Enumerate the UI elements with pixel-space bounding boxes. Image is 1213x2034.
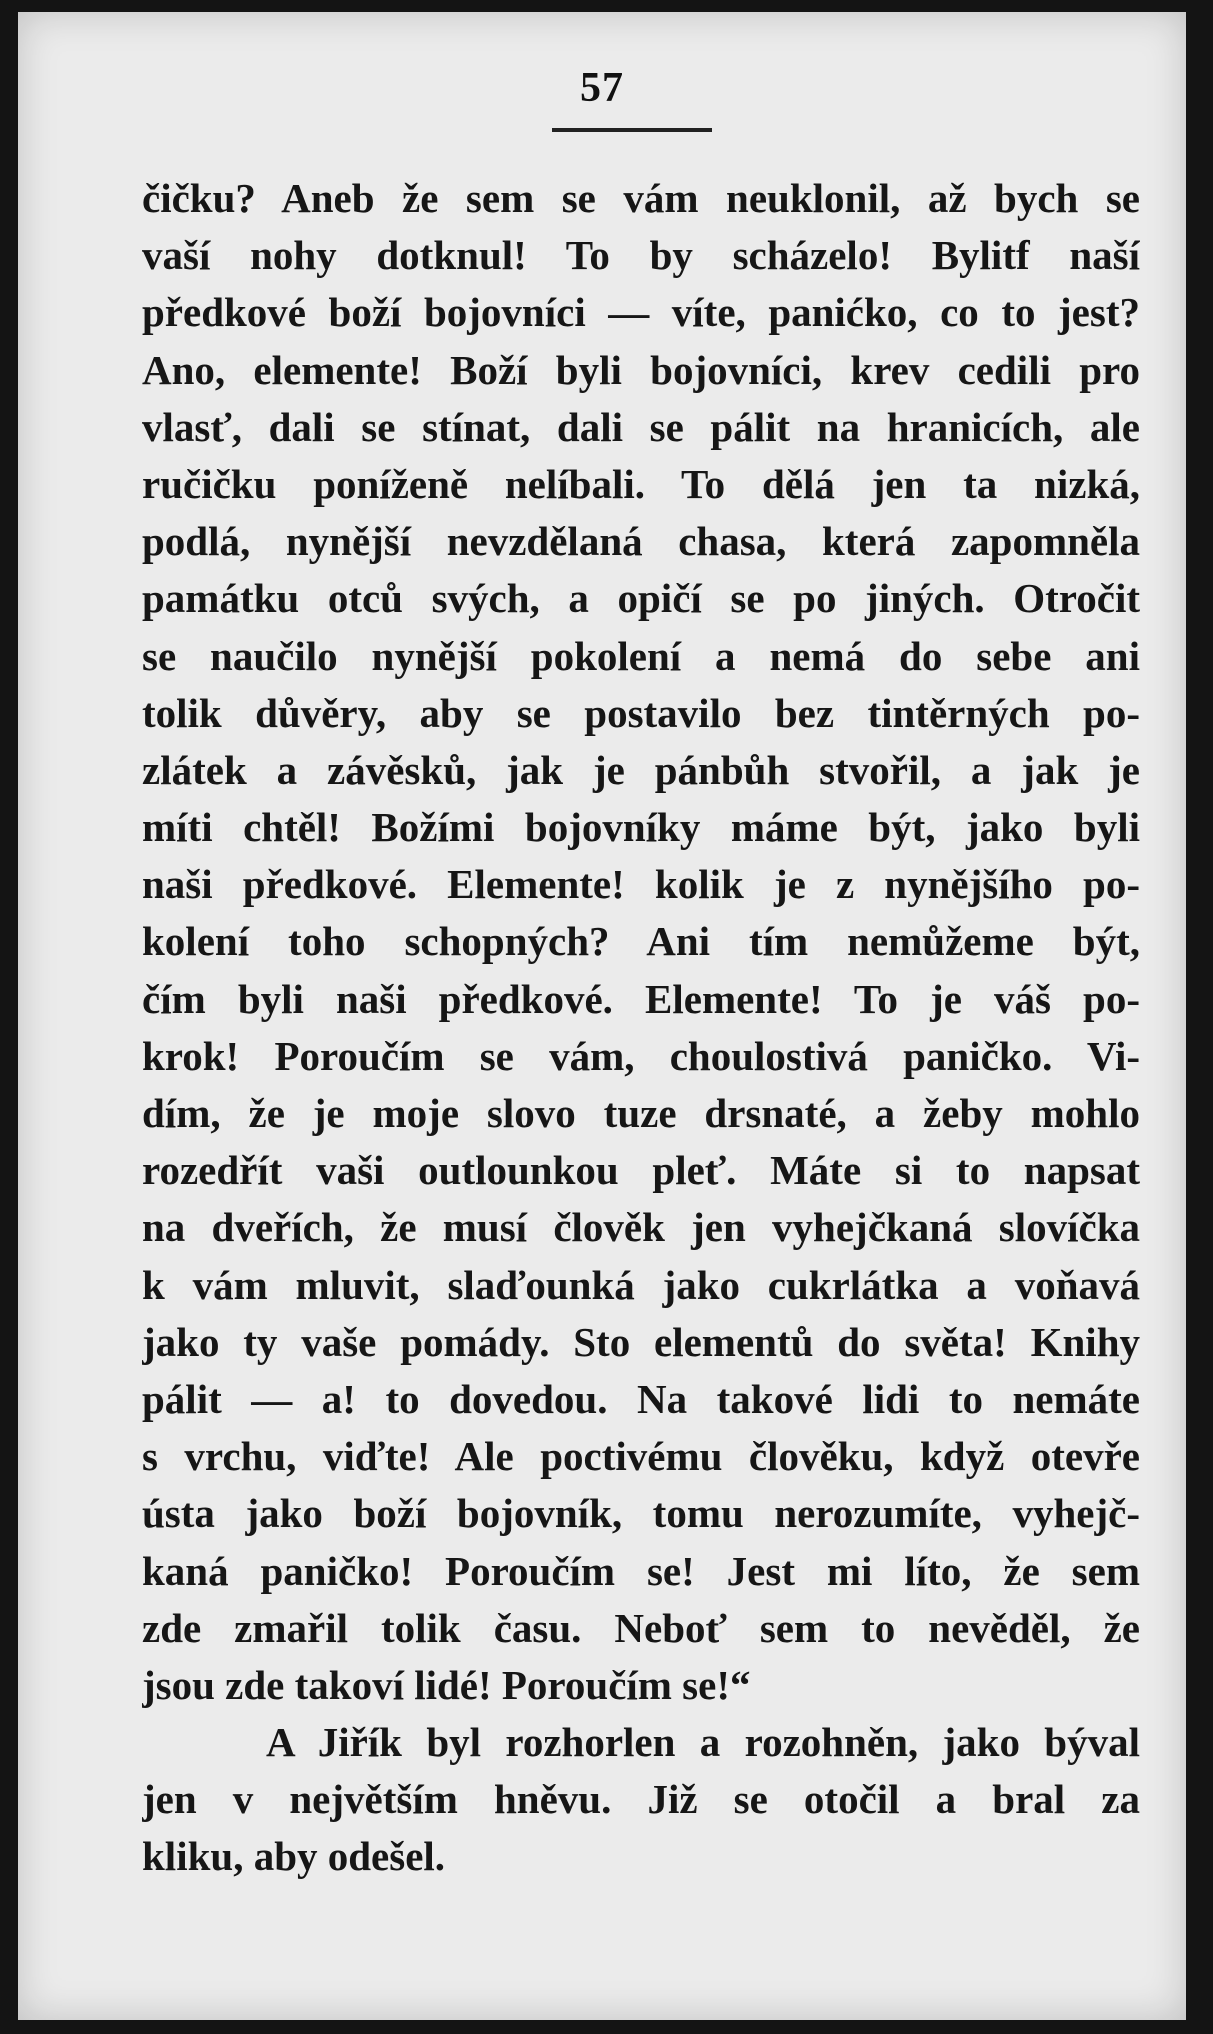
text-line: čím byli naši předkové. Elemente! To je váš po- [142,975,1140,1022]
text-line: naši předkové. Elemente! kolik je z nynějšího po- [142,861,1140,908]
page-number: 57 [580,65,624,111]
text-line: dím, že je moje slovo tuze drsnaté, a žeby mohlo [142,1090,1140,1136]
text-line: ručičku poníženě nelíbali. To dělá jen ta nizká, [142,460,1140,507]
text-line: tolik důvěry, aby se postavilo bez tintěrných po- [142,689,1140,736]
text-line: jako ty vaše pomády. Sto elementů do světa! Knihy [142,1318,1140,1365]
text-line: předkové boží bojovníci — víte, panićko, co to jest? [142,289,1140,336]
text-line: kaná paničko! Poroučím se! Jest mi líto, že sem [142,1547,1140,1594]
text-line: krok! Poroučím se vám, choulostivá paničko. Vi- [142,1032,1140,1079]
text-line: zlátek a závěsků, jak je pánbůh stvořil, a jak je [142,746,1140,793]
text-line: jen v největším hněvu. Již se otočil a bral za [142,1776,1140,1823]
text-line: čičku? Aneb že sem se vám neuklonil, až bych se [142,175,1140,221]
text-line: kolení toho schopných? Ani tím nemůžeme být, [142,918,1140,965]
text-line: kliku, aby odešel. [142,1833,446,1880]
text-line: pálit — a! to dovedou. Na takové lidi to nemáte [142,1375,1140,1422]
book-page [18,12,1186,2020]
body-text [142,170,1140,1886]
text-line: Ano, elemente! Boží byli bojovníci, krev cedili pro [142,346,1140,393]
text-line: A Jiřík byl rozhorlen a rozohněn, jako býval [266,1719,1140,1766]
text-line: ústa jako boží bojovník, tomu nerozumíte, vyhejč- [142,1490,1140,1537]
text-line: podlá, nynější nevzdělaná chasa, která zapomněla [142,518,1140,565]
header-rule [552,128,712,132]
text-line: zde zmařil tolik času. Neboť sem to nevěděl, že [142,1604,1140,1651]
text-line: s vrchu, viďte! Ale poctivému člověku, když otevře [142,1433,1140,1480]
text-line: památku otců svých, a opičí se po jiných. Otročit [142,575,1140,622]
text-line: vaší nohy dotknul! To by scházelo! Bylitf naší [142,232,1140,279]
text-line: jsou zde takoví lidé! Poroučím se!“ [142,1661,751,1708]
text-line: vlasť, dali se stínat, dali se pálit na hranicích, ale [142,403,1140,450]
text-line: na dveřích, že musí člověk jen vyhejčkaná slovíčka [142,1204,1140,1251]
text-line: k vám mluvit, slaďounká jako cukrlátka a voňavá [142,1261,1140,1308]
text-line: se naučilo nynější pokolení a nemá do sebe ani [142,632,1140,679]
text-line: míti chtěl! Božími bojovníky máme být, jako byli [142,804,1140,851]
text-line: rozedřít vaši outlounkou pleť. Máte si to napsat [142,1147,1140,1194]
